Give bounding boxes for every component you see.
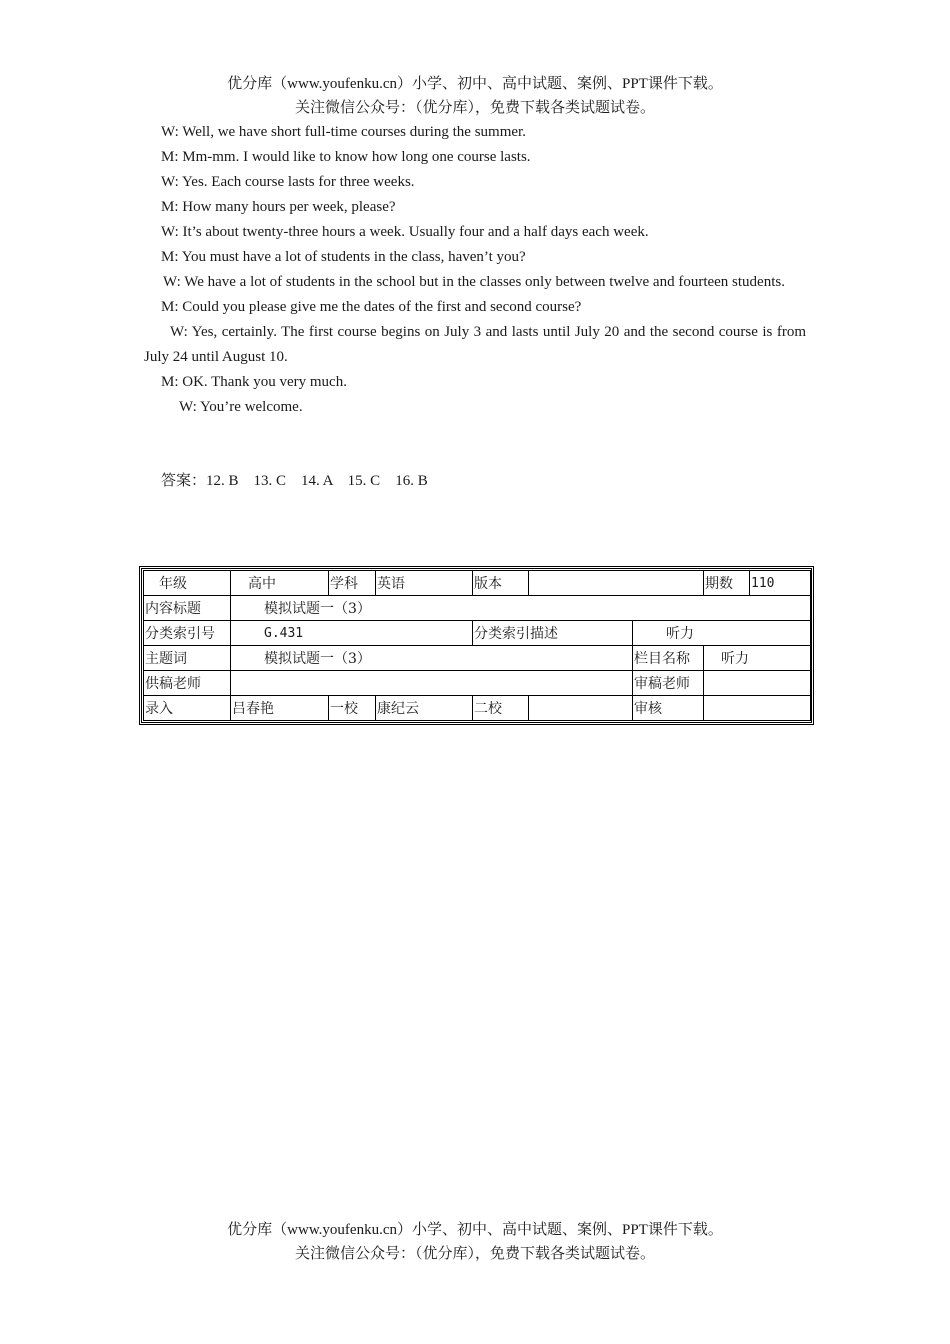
header-site-line: 优分库（www.youfenku.cn）小学、初中、高中试题、案例、PPT课件下载。: [227, 76, 723, 92]
issue-label: 期数: [704, 571, 750, 596]
issue-value: 110: [750, 571, 811, 596]
content-title-label: 内容标题: [144, 596, 231, 621]
index-number-value: G.431: [231, 621, 473, 646]
edition-value: [529, 571, 704, 596]
grade-value: 高中: [231, 571, 329, 596]
dialogue-line: W: You’re welcome.: [179, 399, 303, 415]
index-description-label: 分类索引描述: [473, 621, 633, 646]
entry-value: 吕春艳: [231, 696, 329, 721]
dialogue-line: M: OK. Thank you very much.: [161, 374, 347, 390]
dialogue-line: W: Yes. Each course lasts for three weeks.: [161, 174, 415, 190]
page-header: [0, 72, 950, 120]
index-number-label: 分类索引号: [144, 621, 231, 646]
answer-key: 答案：12. B 13. C 14. A 15. C 16. B: [161, 473, 428, 489]
metadata-table: [143, 570, 811, 721]
column-name-label: 栏目名称: [633, 646, 704, 671]
footer-wechat-line: 关注微信公众号：（优分库），免费下载各类试题试卷。: [294, 1246, 655, 1262]
audit-label: 审核: [633, 696, 704, 721]
dialogue-line: M: Could you please give me the dates of the first and second course?: [161, 299, 582, 315]
listening-dialogue: [144, 120, 806, 420]
dialogue-line: W: Well, we have short full-time courses during the summer.: [161, 124, 526, 140]
metadata-table-frame: [139, 566, 814, 725]
first-proof-value: 康纪云: [376, 696, 473, 721]
header-wechat-line: 关注微信公众号：（优分库），免费下载各类试题试卷。: [294, 100, 655, 116]
second-proof-value: [529, 696, 633, 721]
reviewer-label: 审稿老师: [633, 671, 704, 696]
second-proof-label: 二校: [473, 696, 529, 721]
grade-label: 年级: [144, 571, 231, 596]
column-name-value: 听力: [704, 646, 811, 671]
dialogue-line: W: It’s about twenty-three hours a week. Usually four and a half days each week.: [161, 224, 649, 240]
dialogue-line: M: You must have a lot of students in the class, haven’t you?: [161, 249, 526, 265]
index-description-value: 听力: [633, 621, 811, 646]
table-row: [144, 596, 811, 621]
first-proof-label: 一校: [329, 696, 376, 721]
audit-value: [704, 696, 811, 721]
topic-value: 模拟试题一（3）: [231, 646, 633, 671]
dialogue-line: W: We have a lot of students in the school but in the classes only between twelve and fourteen students.: [163, 274, 785, 290]
table-row: [144, 671, 811, 696]
table-row: [144, 646, 811, 671]
entry-label: 录入: [144, 696, 231, 721]
footer-site-line: 优分库（www.youfenku.cn）小学、初中、高中试题、案例、PPT课件下载。: [227, 1222, 723, 1238]
dialogue-line: M: Mm-mm. I would like to know how long one course lasts.: [161, 149, 531, 165]
table-row: [144, 621, 811, 646]
table-row: [144, 571, 811, 596]
dialogue-line: M: How many hours per week, please?: [161, 199, 396, 215]
dialogue-line: W: Yes, certainly. The first course begins on July 3 and lasts until July 20 and the second course is from July 24 until August 10.: [144, 324, 806, 365]
page-footer: [0, 1218, 950, 1266]
subject-value: 英语: [376, 571, 473, 596]
reviewer-value: [704, 671, 811, 696]
content-title-value: 模拟试题一（3）: [231, 596, 811, 621]
subject-label: 学科: [329, 571, 376, 596]
table-row: [144, 696, 811, 721]
contributor-value: [231, 671, 633, 696]
topic-label: 主题词: [144, 646, 231, 671]
contributor-label: 供稿老师: [144, 671, 231, 696]
edition-label: 版本: [473, 571, 529, 596]
